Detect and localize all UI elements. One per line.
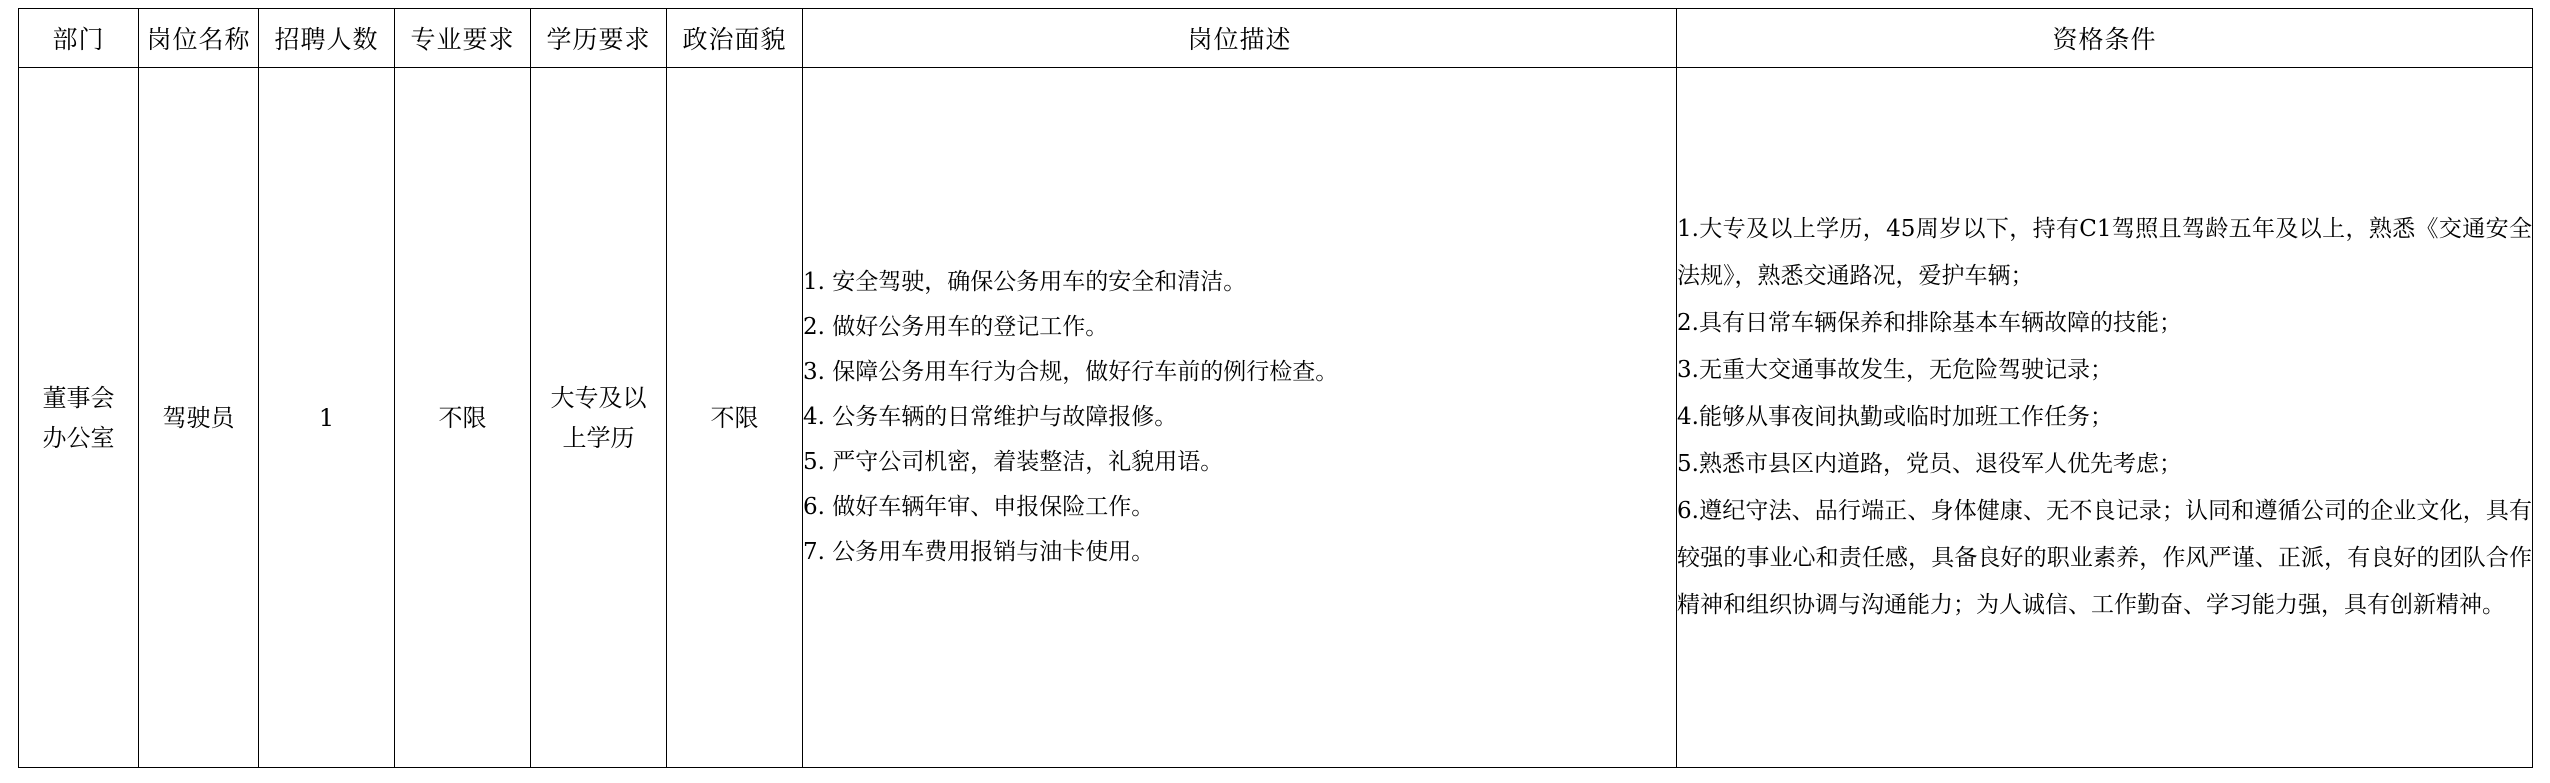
education-line-2: 上学历: [562, 423, 635, 452]
table-header: [19, 9, 2533, 68]
column-header-headcount: 招聘人数: [259, 9, 395, 68]
cell-political-status: 不限: [667, 68, 803, 768]
education-text: [531, 378, 666, 458]
department-line-2: 办公室: [42, 423, 115, 452]
department-text: [19, 378, 138, 458]
list-item: 3. 保障公务用车行为合规，做好行车前的例行检查。: [803, 359, 1339, 385]
list-item: 5. 严守公司机密，着装整洁，礼貌用语。: [803, 449, 1224, 475]
education-line-1: 大专及以: [550, 383, 647, 412]
list-item: 4.能够从事夜间执勤或临时加班工作任务；: [1677, 404, 2113, 430]
column-header-job-description: 岗位描述: [803, 9, 1677, 68]
column-header-education: 学历要求: [531, 9, 667, 68]
column-header-qualifications: 资格条件: [1677, 9, 2533, 68]
cell-major-requirement: 不限: [395, 68, 531, 768]
list-item: 6. 做好车辆年审、申报保险工作。: [803, 494, 1155, 520]
column-header-department: 部门: [19, 9, 139, 68]
qualifications-list: [1677, 206, 2532, 629]
list-item: 1.大专及以上学历，45周岁以下，持有C1驾照且驾龄五年及以上，熟悉《交通安全法规》，熟悉交通路况，爱护车辆；: [1677, 216, 2532, 289]
department-line-1: 董事会: [42, 383, 115, 412]
column-header-position: 岗位名称: [139, 9, 259, 68]
cell-job-description: [803, 68, 1677, 768]
list-item: 4. 公务车辆的日常维护与故障报修。: [803, 404, 1178, 430]
list-item: 1. 安全驾驶，确保公务用车的安全和清洁。: [803, 269, 1247, 295]
list-item: 6.遵纪守法、品行端正、身体健康、无不良记录；认同和遵循公司的企业文化，具有较强的事业心和责任感，具备良好的职业素养，作风严谨、正派，有良好的团队合作精神和组织协调与沟通能力；为人诚信、工作勤奋、学习能力强，具有创新精神。: [1677, 498, 2532, 618]
cell-education-requirement: [531, 68, 667, 768]
cell-qualifications: [1677, 68, 2533, 768]
cell-position: 驾驶员: [139, 68, 259, 768]
list-item: 7. 公务用车费用报销与油卡使用。: [803, 539, 1155, 565]
job-posting-table: [18, 8, 2533, 768]
job-description-list: [803, 260, 1676, 575]
list-item: 2.具有日常车辆保养和排除基本车辆故障的技能；: [1677, 310, 2182, 336]
list-item: 2. 做好公务用车的登记工作。: [803, 314, 1109, 340]
list-item: 5.熟悉市县区内道路，党员、退役军人优先考虑；: [1677, 451, 2182, 477]
cell-headcount: 1: [259, 68, 395, 768]
cell-department: [19, 68, 139, 768]
list-item: 3.无重大交通事故发生，无危险驾驶记录；: [1677, 357, 2113, 383]
column-header-political-status: 政治面貌: [667, 9, 803, 68]
table-row: [19, 68, 2533, 768]
table-body: [19, 68, 2533, 768]
column-header-major: 专业要求: [395, 9, 531, 68]
table-header-row: [19, 9, 2533, 68]
